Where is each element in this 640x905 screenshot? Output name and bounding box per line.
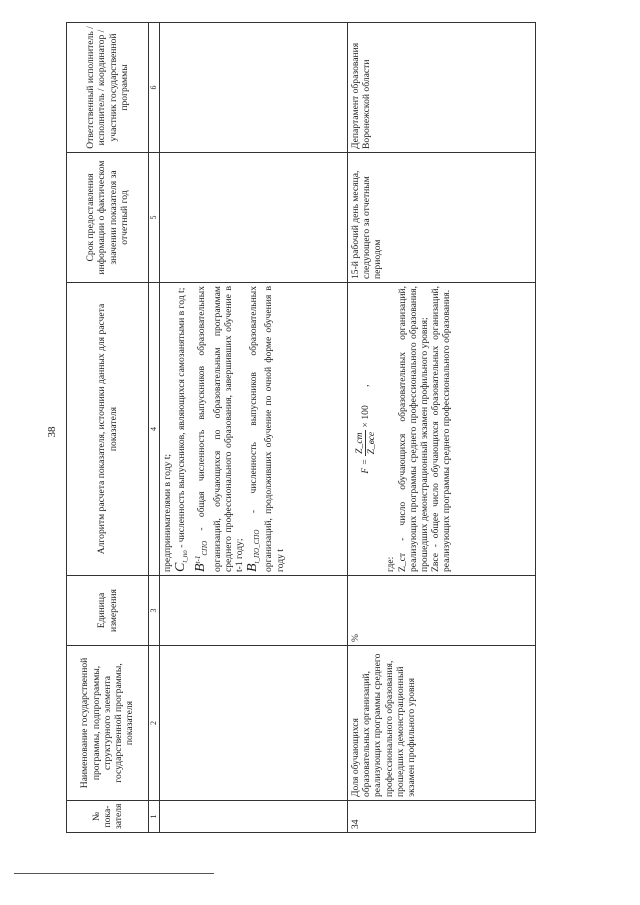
- formula-numerator: Z_ст: [354, 430, 366, 457]
- row34-unit: %: [348, 576, 536, 646]
- col-number-cell: 1: [149, 801, 160, 833]
- formula-tail: ,: [359, 384, 371, 387]
- column-number-row: [149, 23, 160, 833]
- symbol-b-sup: t-1: [194, 555, 203, 564]
- table-header-row: [67, 23, 149, 833]
- header-col-unit: Единица измерения: [67, 576, 149, 646]
- symbol-c: C: [173, 562, 189, 572]
- symbol-b-sub: СПО: [201, 540, 210, 556]
- col-number-cell: 6: [149, 23, 160, 153]
- row34-algorithm: [348, 283, 536, 576]
- row34-name: Доля обучающихся образовательных организаций, реализующих программы среднего профессионального образования, прошедших демонстрационный экзамен профильного уровня: [348, 646, 536, 801]
- definition-b: [193, 286, 245, 572]
- row34-deadline: 15-й рабочий день месяца, следующего за отчетным периодом: [348, 153, 536, 283]
- formula-denominator: Z_все: [366, 431, 378, 455]
- definition-b-text: - общая численность выпускников образовательных организаций, обучающихся по образовательным программам среднего профессионального образования, завершивших обучение в t-1 году;: [196, 286, 246, 572]
- indicator-table: [66, 22, 536, 833]
- definition-c-text: - численность выпускников, являющихся самозанятыми в год t;: [176, 287, 188, 548]
- col-number-cell: 5: [149, 153, 160, 283]
- continuation-line: предпринимателями в году t;: [162, 453, 173, 572]
- col-number-cell: 2: [149, 646, 160, 801]
- table-row-34: [348, 23, 536, 833]
- page-number: 38: [46, 426, 58, 438]
- header-col-algorithm: Алгоритм расчета показателя, источники данных для расчета показателя: [67, 283, 149, 576]
- symbol-b: B: [193, 563, 209, 572]
- col-number-cell: 3: [149, 576, 160, 646]
- definition-v-text: - численность выпускников образовательных организаций, продолживших обучение по очной форме обучения в году t: [248, 286, 286, 572]
- symbol-v: B: [245, 563, 261, 572]
- definition-v: [247, 286, 286, 572]
- formula-multiplier: × 100: [359, 405, 371, 428]
- header-col-deadline: Срок предоставления информации о фактическом значении показателя за отчетный год: [67, 153, 149, 283]
- formula-f: [354, 286, 377, 572]
- footer-rule: [14, 873, 214, 874]
- col-number-cell: 4: [149, 283, 160, 576]
- definition-c: [175, 286, 191, 572]
- symbol-c-sub: t_no: [181, 550, 190, 563]
- row34-responsible: Департамент образования Воронежской области: [348, 23, 536, 153]
- algorithm-continuation-cell: [160, 283, 348, 576]
- symbol-v-sub: t_ПО_СПО: [253, 529, 262, 564]
- row34-number: 34: [348, 801, 536, 833]
- header-col-number: № пока-зателя: [67, 801, 149, 833]
- formula-lhs: F =: [359, 458, 371, 474]
- definition-z2: Zвсе - общее число обучающихся образовательных организаций, реализующих программы среднего профессионального образования.: [430, 286, 453, 572]
- definition-z1: Z_ст - число обучающихся образовательных организаций, реализующих программы среднего профессионального образования, прошедших демонстрационный экзамен профильного уровня;: [396, 286, 431, 572]
- formula-fraction: [354, 430, 377, 457]
- rotated-table-sheet: [66, 23, 640, 833]
- header-col-responsible: Ответственный исполнитель / исполнитель / координатор / участник государственной программы: [67, 23, 149, 153]
- header-col-name: Наименование государственной программы, подпрограммы, структурного элемента государственной программы, показателя: [67, 646, 149, 801]
- table-row-continuation: [160, 23, 348, 833]
- where-label: где:: [385, 556, 397, 572]
